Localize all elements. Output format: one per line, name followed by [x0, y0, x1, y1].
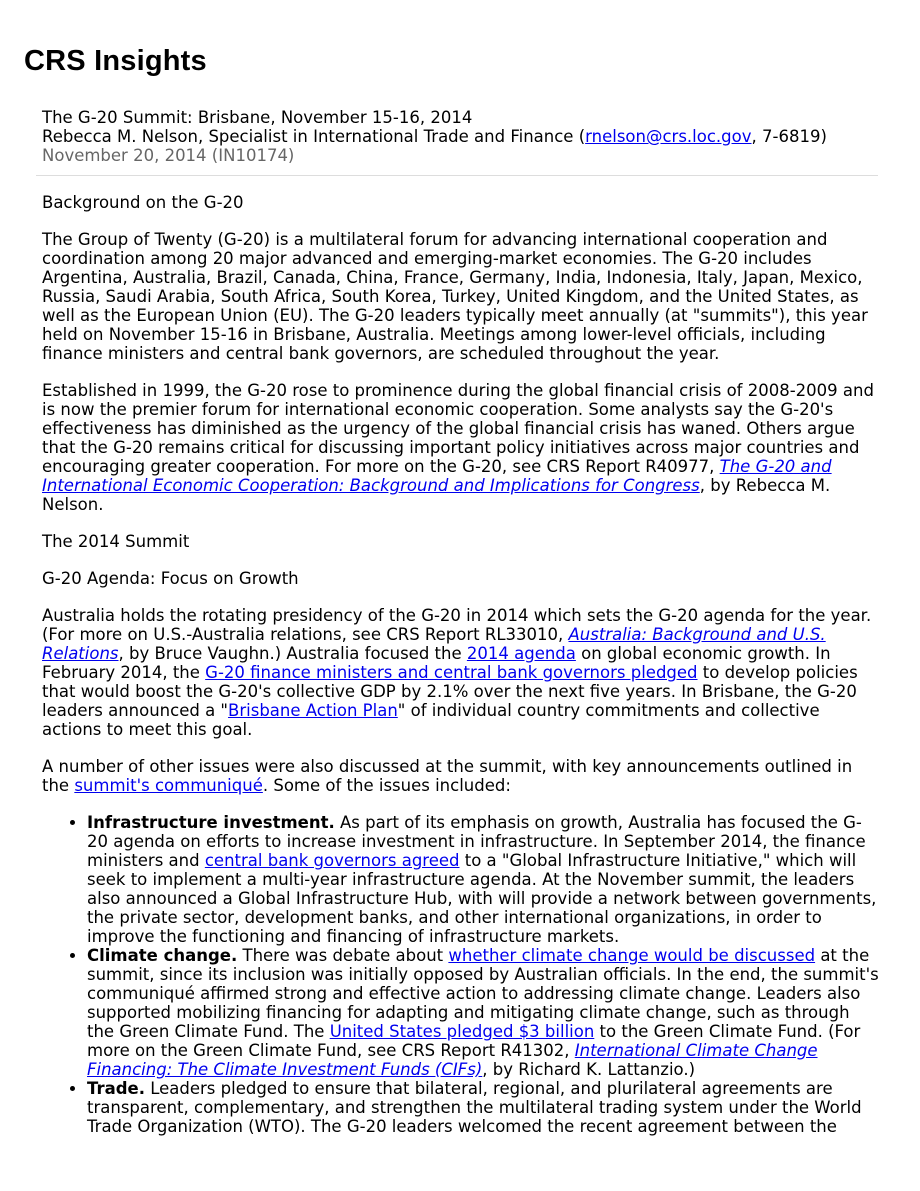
li1-b: to a "Global Infrastructure Initiative," which will seek to implement a multi-year infrastructure agenda. At the November summit, the leaders also announced a Global Infrastructure Hub, with will provide a network between governments, the private sector, development banks, and other international organizations, in order to improve the functioning and financing of infrastructure markets.: [87, 851, 877, 946]
communique-link[interactable]: summit's communiqué: [74, 776, 263, 795]
report-content: [42, 108, 880, 1136]
p4-a: A number of other issues were also discussed at the summit, with key announcements outlined in the: [42, 757, 853, 795]
author-line: [42, 127, 880, 146]
paragraph-2: [42, 381, 880, 514]
g20-report-link[interactable]: The G-20 and International Economic Cooperation: Background and Implications for Congress: [42, 457, 832, 495]
climate-report-link[interactable]: International Climate Change Financing: The Climate Investment Funds (CIFs): [87, 1041, 818, 1079]
p2-text: Established in 1999, the G-20 rose to prominence during the global financial crisis of 2008-2009 and is now the premier forum for international economic cooperation. Some analysts say the G-20's effectiveness has diminished as the urgency of the global financial crisis has waned. Others argue that the G-20 remains critical for discussing important policy initiatives across major countries and encouraging greater cooperation. For more on the G-20, see CRS Report R40977,: [42, 381, 874, 476]
report-title: The G-20 Summit: Brisbane, November 15-16, 2014: [42, 108, 473, 127]
p3-b: , by Bruce Vaughn.) Australia focused the: [118, 644, 467, 663]
finance-ministers-pledge-link[interactable]: G-20 finance ministers and central bank governors pledged: [205, 663, 698, 682]
author-prefix: Rebecca M. Nelson, Specialist in International Trade and Finance (: [42, 127, 586, 146]
heading-agenda: G-20 Agenda: Focus on Growth: [42, 569, 299, 588]
li2-b: at the summit, since its inclusion was initially opposed by Australian officials. In the end, the summit's communiqué affirmed strong and effective action to addressing climate change. Leaders also supported mobilizing financing for adapting and mitigating climate change, such as through the Green Climate Fund. The: [87, 946, 879, 1041]
paragraph-4: [42, 757, 880, 795]
author-suffix: , 7-6819): [751, 127, 827, 146]
p3-a: Australia holds the rotating presidency of the G-20 in 2014 which sets the G-20 agenda for the year. (For more on U.S.-Australia relations, see CRS Report RL33010,: [42, 606, 872, 644]
issues-list: [42, 813, 880, 1136]
paragraph-3: [42, 606, 880, 739]
li2-d: , by Richard K. Lattanzio.): [482, 1060, 696, 1079]
agenda-link[interactable]: 2014 agenda: [466, 644, 576, 663]
site-title: CRS Insights: [24, 45, 207, 77]
p3-e: " of individual country commitments and collective actions to meet this goal.: [42, 701, 820, 739]
list-item-infrastructure: [87, 813, 880, 946]
p2-tail: , by Rebecca M. Nelson.: [42, 476, 831, 514]
li2-heading: Climate change.: [87, 946, 238, 965]
paragraph-1: The Group of Twenty (G-20) is a multilateral forum for advancing international cooperation and coordination among 20 major advanced and emerging-market economies. The G-20 includes Argentina, Australia, Brazil, Canada, China, France, Germany, India, Indonesia, Italy, Japan, Mexico, Russia, Saudi Arabia, South Africa, South Korea, Turkey, United Kingdom, and the United States, as well as the European Union (EU). The G-20 leaders typically meet annually (at "summits"), this year held on November 15-16 in Brisbane, Australia. Meetings among lower-level officials, including finance ministers and central bank governors, are scheduled throughout the year.: [42, 230, 868, 363]
p3-d: to develop policies that would boost the G-20's collective GDP by 2.1% over the next five years. In Brisbane, the G-20 leaders announced a ": [42, 663, 858, 720]
li2-a: There was debate about: [237, 946, 449, 965]
li3-a: Leaders pledged to ensure that bilateral, regional, and plurilateral agreements are transparent, complementary, and strengthen the multilateral trading system under the World Trade Organization (WTO). The G-20 leaders welcomed the recent agreement between the: [87, 1079, 862, 1136]
p3-c: on global economic growth. In February 2014, the: [42, 644, 831, 682]
us-pledge-link[interactable]: United States pledged $3 billion: [329, 1022, 595, 1041]
li2-c: to the Green Climate Fund. (For more on the Green Climate Fund, see CRS Report R41302,: [87, 1022, 861, 1060]
australia-report-link[interactable]: Australia: Background and U.S. Relations: [42, 625, 826, 663]
heading-2014-summit: The 2014 Summit: [42, 532, 190, 551]
list-item-climate: [87, 946, 880, 1079]
author-email-link[interactable]: rnelson@crs.loc.gov: [585, 127, 752, 146]
li1-a: As part of its emphasis on growth, Australia has focused the G-20 agenda on efforts to increase investment in infrastructure. In September 2014, the finance ministers and: [87, 813, 866, 870]
list-item-trade: [87, 1079, 880, 1136]
heading-background: Background on the G-20: [42, 193, 244, 212]
li3-heading: Trade.: [87, 1079, 145, 1098]
header-divider: [36, 175, 878, 176]
p4-b: . Some of the issues included:: [262, 776, 511, 795]
report-date: November 20, 2014 (IN10174): [42, 146, 295, 165]
brisbane-action-plan-link[interactable]: Brisbane Action Plan: [228, 701, 398, 720]
li1-heading: Infrastructure investment.: [87, 813, 335, 832]
central-bank-governors-link[interactable]: central bank governors agreed: [204, 851, 460, 870]
climate-discussion-link[interactable]: whether climate change would be discussed: [448, 946, 816, 965]
